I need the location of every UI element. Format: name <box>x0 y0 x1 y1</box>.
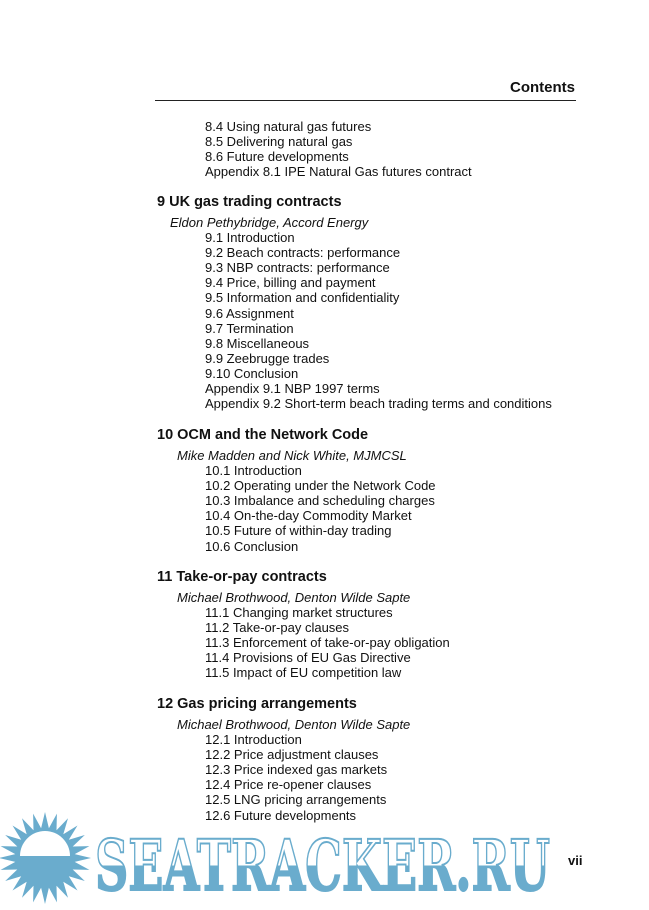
toc-entry: 8.4 Using natural gas futures <box>205 118 372 134</box>
toc-entry: 11.5 Impact of EU competition law <box>205 665 402 681</box>
page-number: vii <box>568 853 583 868</box>
header-rule <box>155 100 576 101</box>
toc-entry: 10.2 Operating under the Network Code <box>205 478 436 494</box>
chapter-heading: 11 Take-or-pay contracts <box>157 569 327 585</box>
toc-entry: 9.3 NBP contracts: performance <box>205 260 390 276</box>
toc-entry: 10.1 Introduction <box>205 463 302 478</box>
watermark-text: SEATRACKER.RU <box>95 824 550 907</box>
sun-icon <box>0 812 91 904</box>
chapter-heading: 9 UK gas trading contracts <box>157 194 342 210</box>
toc-entry: 8.6 Future developments <box>205 148 349 164</box>
toc-entry: 11.4 Provisions of EU Gas Directive <box>205 650 411 666</box>
toc-entry: 9.4 Price, billing and payment <box>205 275 376 291</box>
toc-entry: 12.5 LNG pricing arrangements <box>205 792 387 808</box>
toc-entry: 9.10 Conclusion <box>205 365 299 381</box>
toc-entry: 9.8 Miscellaneous <box>205 335 310 351</box>
toc-entry: 11.2 Take-or-pay clauses <box>205 620 350 636</box>
chapter-author: Michael Brothwood, Denton Wilde Sapte <box>177 717 411 732</box>
chapter-heading: 12 Gas pricing arrangements <box>157 696 357 712</box>
toc-entry: 10.6 Conclusion <box>205 538 299 554</box>
toc-entry: Appendix 9.2 Short-term beach trading terms and conditions <box>205 396 552 412</box>
toc-entry: 11.1 Changing market structures <box>205 605 393 620</box>
toc-entry: 9.6 Assignment <box>205 305 294 321</box>
toc-entry: 8.5 Delivering natural gas <box>205 133 353 149</box>
toc-entry: 12.3 Price indexed gas markets <box>205 762 388 778</box>
watermark-logo <box>0 807 560 910</box>
running-header: Contents <box>510 79 575 96</box>
toc-entry: 9.7 Termination <box>205 320 294 336</box>
toc-entry: 12.6 Future developments <box>205 807 357 823</box>
toc-entry: 9.5 Information and confidentiality <box>205 290 400 306</box>
toc-entry: 9.9 Zeebrugge trades <box>205 350 330 366</box>
toc-entry: 12.1 Introduction <box>205 732 302 747</box>
toc-entry: 10.4 On-the-day Commodity Market <box>205 508 412 524</box>
chapter-author: Michael Brothwood, Denton Wilde Sapte <box>177 590 411 605</box>
toc-entry: 10.3 Imbalance and scheduling charges <box>205 493 435 509</box>
toc-entry: Appendix 8.1 IPE Natural Gas futures contract <box>205 163 472 179</box>
toc-entry: 9.2 Beach contracts: performance <box>205 245 401 261</box>
toc-entry: 12.4 Price re-opener clauses <box>205 777 372 793</box>
toc-entry: 10.5 Future of within-day trading <box>205 523 392 539</box>
chapter-author: Mike Madden and Nick White, MJMCSL <box>177 448 407 463</box>
chapter-heading: 10 OCM and the Network Code <box>157 427 369 443</box>
toc-entry: 12.2 Price adjustment clauses <box>205 747 379 763</box>
toc-entry: 9.1 Introduction <box>205 230 295 245</box>
chapter-author: Eldon Pethybridge, Accord Energy <box>170 215 369 230</box>
toc-entry: Appendix 9.1 NBP 1997 terms <box>205 381 380 396</box>
toc-entry: 11.3 Enforcement of take-or-pay obligation <box>205 635 450 651</box>
